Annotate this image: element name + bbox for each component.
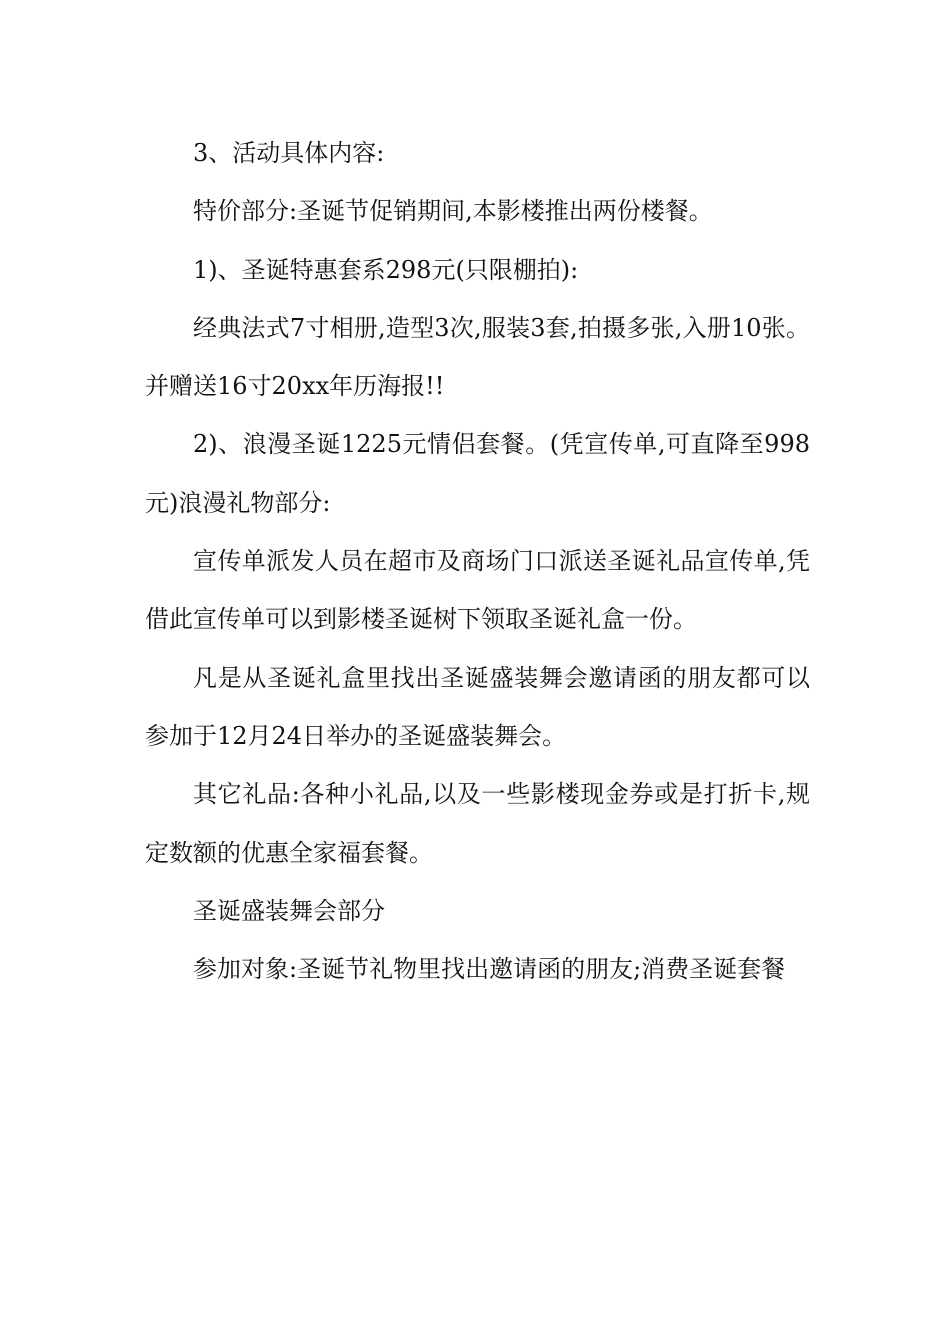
paragraph-participants: 参加对象:圣诞节礼物里找出邀请函的朋友;消费圣诞套餐	[193, 955, 786, 984]
paragraph-other-gifts: 其它礼品:各种小礼品,以及一些影楼现金券或是打折卡,规定数额的优惠全家福套餐。	[145, 780, 810, 867]
paragraph-special-offer: 特价部分:圣诞节促销期间,本影楼推出两份楼餐。	[193, 197, 713, 226]
paragraph-ball-section-heading: 圣诞盛装舞会部分	[193, 896, 385, 925]
paragraph-invitation: 凡是从圣诞礼盒里找出圣诞盛装舞会邀请函的朋友都可以参加于12月24日举办的圣诞盛装舞会。	[145, 663, 810, 750]
paragraph-package-1-details: 经典法式7寸相册,造型3次,服装3套,拍摄多张,入册10张。并赠送16寸20xx年历海报!!	[145, 313, 810, 401]
document-body	[145, 124, 810, 998]
paragraph-flyer-gift: 宣传单派发人员在超市及商场门口派送圣诞礼品宣传单,凭借此宣传单可以到影楼圣诞树下领取圣诞礼盒一份。	[145, 547, 810, 634]
paragraph-section-heading: 3、活动具体内容:	[193, 139, 385, 167]
paragraph-package-2: 2)、浪漫圣诞1225元情侣套餐。(凭宣传单,可直降至998元)浪漫礼物部分:	[145, 430, 810, 517]
paragraph-package-1-title: 1)、圣诞特惠套系298元(只限棚拍):	[193, 255, 579, 284]
